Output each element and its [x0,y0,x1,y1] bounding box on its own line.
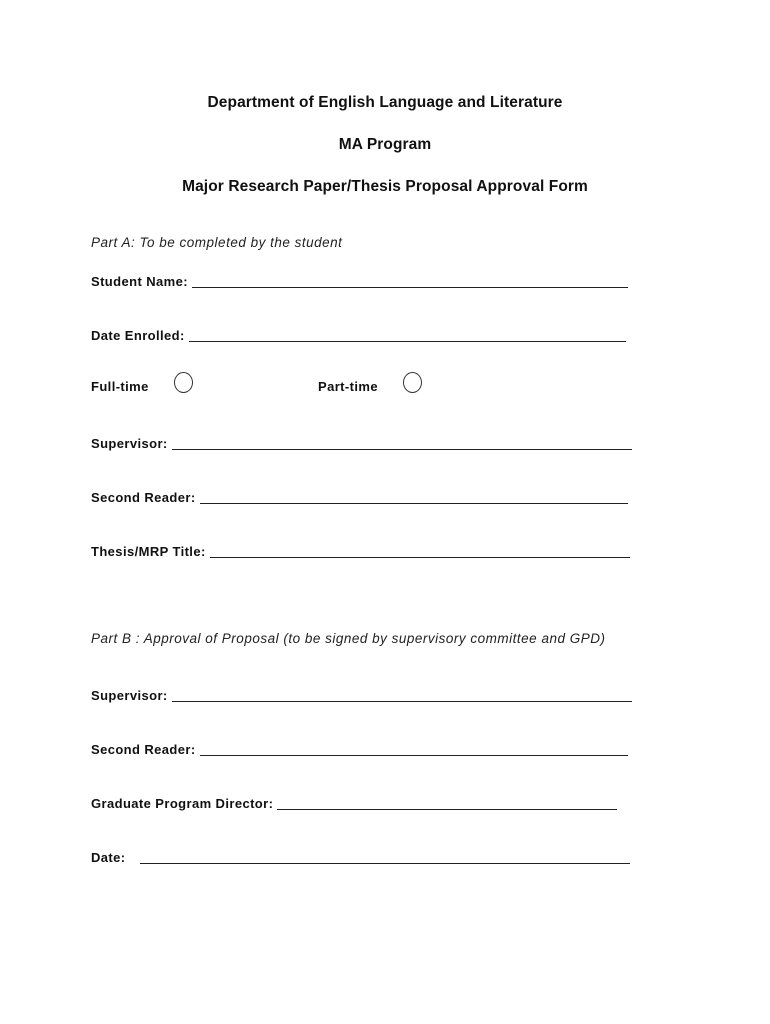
supervisor-field-part-b[interactable] [91,684,632,704]
part-time-label: Part-time [318,378,378,394]
supervisor-label-part-b: Supervisor: [91,688,168,703]
part-b-title: Part B : Approval of Proposal (to be signed by supervisory committee and GPD) [91,631,606,646]
supervisor-label-part-a: Supervisor: [91,436,168,451]
supervisor-field-part-a[interactable] [91,432,632,452]
supervisor-line-part-b[interactable] [172,701,632,702]
student-name-line[interactable] [192,287,628,288]
student-name-field[interactable] [91,270,628,290]
department-heading: Department of English Language and Literature [207,94,563,111]
date-field-part-b[interactable] [91,846,630,866]
full-time-option[interactable] [91,372,211,396]
gpd-line[interactable] [277,809,617,810]
second-reader-line-part-b[interactable] [200,755,628,756]
program-heading: MA Program [338,136,432,153]
form-title: Major Research Paper/Thesis Proposal Approval Form [182,178,588,195]
gpd-label: Graduate Program Director: [91,796,274,811]
second-reader-label-part-a: Second Reader: [91,490,196,505]
second-reader-field-part-a[interactable] [91,486,628,506]
full-time-radio[interactable] [174,372,193,393]
student-name-label: Student Name: [91,274,188,289]
date-line-part-b[interactable] [140,863,630,864]
thesis-title-line[interactable] [210,557,630,558]
date-enrolled-line[interactable] [189,341,626,342]
part-a-title: Part A: To be completed by the student [91,235,343,250]
supervisor-line-part-a[interactable] [172,449,632,450]
part-time-radio[interactable] [403,372,422,393]
gpd-field[interactable] [91,792,617,812]
thesis-title-label: Thesis/MRP Title: [91,544,206,559]
date-enrolled-field[interactable] [91,324,626,344]
date-enrolled-label: Date Enrolled: [91,328,185,343]
full-time-label: Full-time [91,378,149,394]
date-label-part-b: Date: [91,850,126,865]
thesis-title-field[interactable] [91,540,630,560]
second-reader-field-part-b[interactable] [91,738,628,758]
second-reader-label-part-b: Second Reader: [91,742,196,757]
second-reader-line-part-a[interactable] [200,503,628,504]
part-time-option[interactable] [318,372,438,396]
